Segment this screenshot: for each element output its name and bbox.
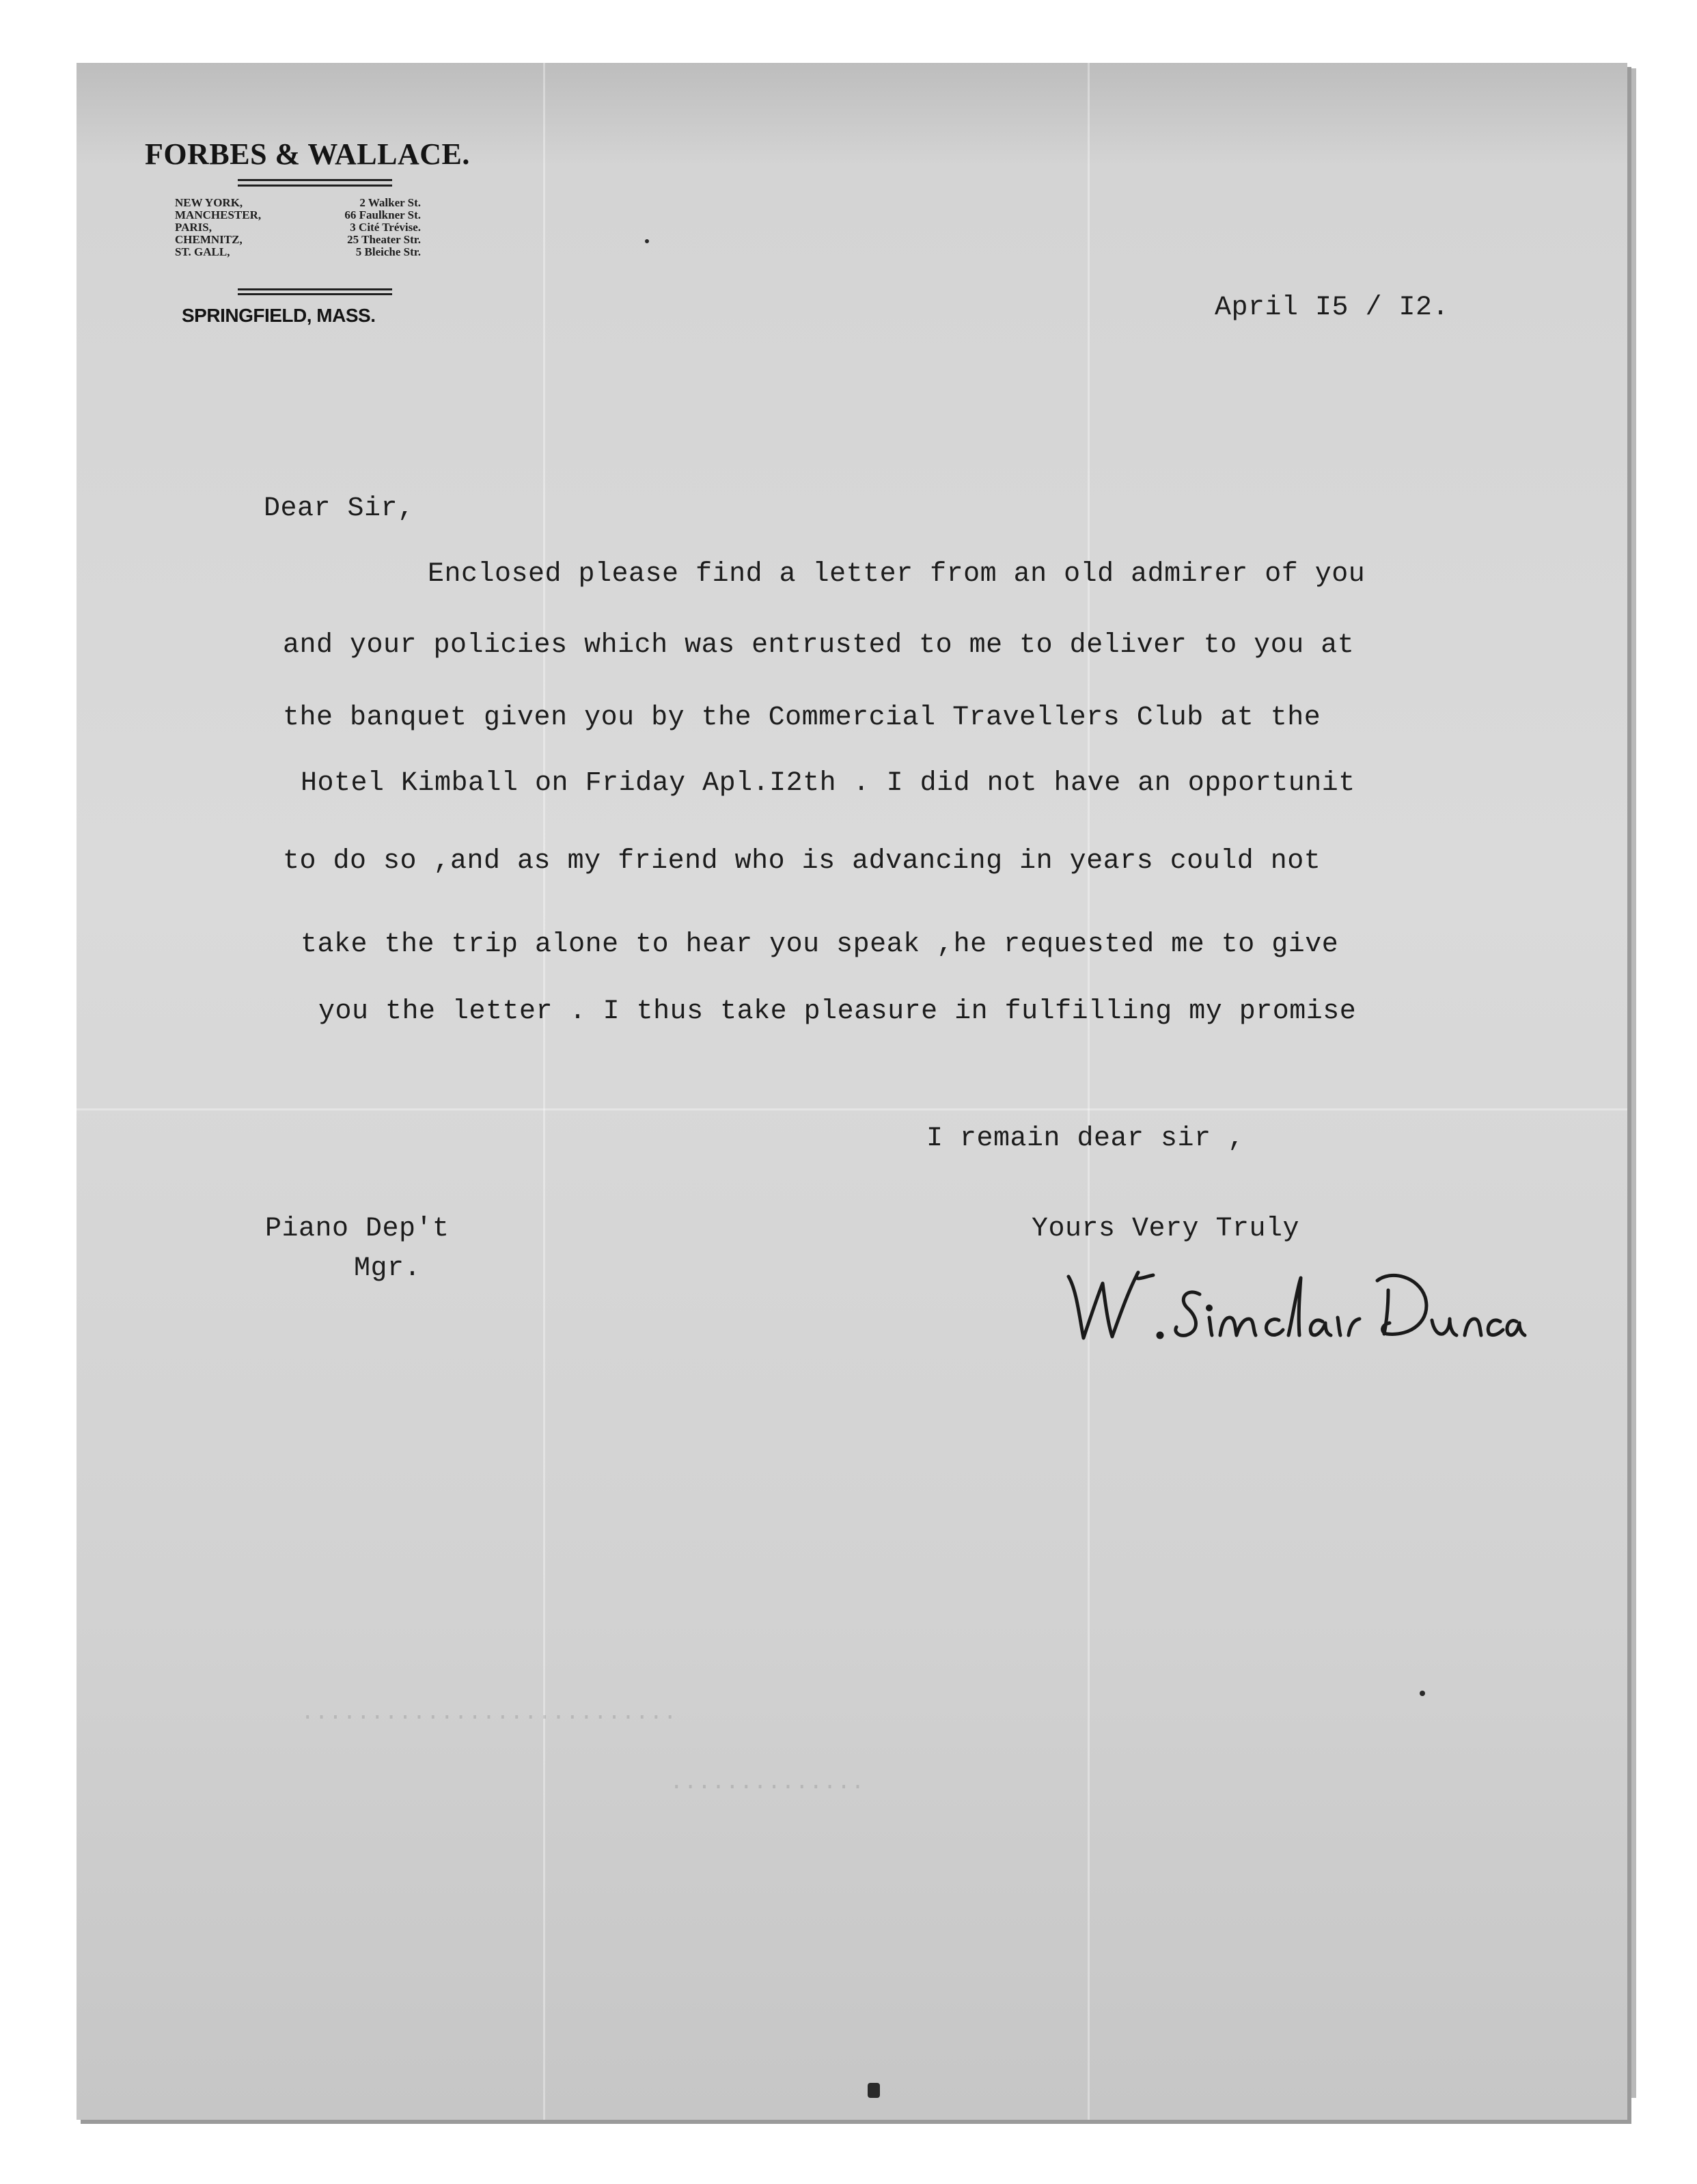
signature [1063, 1263, 1528, 1352]
sender-title: Mgr. [354, 1253, 422, 1284]
letter-sheet [77, 63, 1627, 2120]
paper-speck [645, 239, 649, 243]
letterhead-street: 66 Faulkner St. [344, 208, 421, 221]
body-line: take the trip alone to hear you speak ,he requested me to give [301, 929, 1339, 960]
letterhead-street: 25 Theater Str. [347, 233, 421, 246]
paper-speck [1420, 1691, 1425, 1696]
letterhead-rule [238, 179, 392, 181]
letterhead-street: 2 Walker St. [359, 196, 421, 209]
letterhead-rule [238, 288, 392, 290]
letterhead-cities [175, 197, 261, 258]
letterhead-city: NEW YORK, [175, 196, 243, 209]
letterhead-company: FORBES & WALLACE. [145, 137, 470, 171]
body-line: to do so ,and as my friend who is advancing in years could not [283, 846, 1321, 877]
letterhead-city: PARIS, [175, 221, 212, 234]
letterhead-city: MANCHESTER, [175, 208, 262, 221]
letter-date: April I5 / I2. [1215, 292, 1450, 323]
bleed-through-text: ........................... [301, 1700, 677, 1726]
letterhead-location: SPRINGFIELD, MASS. [182, 305, 376, 326]
body-line: and your policies which was entrusted to me to deliver to you at [283, 630, 1355, 661]
fold-line [1088, 63, 1090, 2120]
letterhead-streets [305, 197, 421, 258]
body-line: you the letter . I thus take pleasure in fulfilling my promise [318, 996, 1357, 1027]
paper-speck [868, 2083, 880, 2098]
fold-line [77, 1108, 1627, 1110]
salutation: Dear Sir, [264, 493, 415, 524]
bleed-through-text: .............. [670, 1770, 865, 1796]
letterhead-rule [238, 185, 392, 187]
fold-line [543, 63, 545, 2120]
sender-title: Piano Dep't [265, 1214, 450, 1244]
body-line: the banquet given you by the Commercial Travellers Club at the [283, 702, 1321, 733]
valediction: Yours Very Truly [1032, 1214, 1300, 1244]
body-line: Hotel Kimball on Friday Apl.I2th . I did not have an opportunit [301, 768, 1355, 799]
letterhead-street: 3 Cité Trévise. [350, 221, 421, 234]
closing: I remain dear sir , [926, 1123, 1245, 1154]
letterhead-rule [238, 293, 392, 295]
body-line: Enclosed please find a letter from an old admirer of you [428, 559, 1366, 590]
letterhead-city: ST. GALL, [175, 245, 230, 258]
letterhead-street: 5 Bleiche Str. [355, 245, 421, 258]
letterhead-city: CHEMNITZ, [175, 233, 243, 246]
